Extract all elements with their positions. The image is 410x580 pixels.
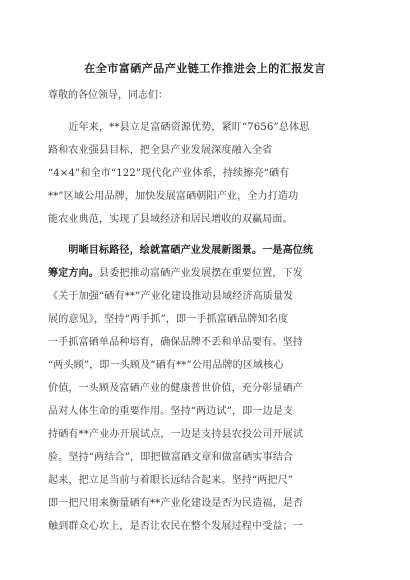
section-heading: 明晰目标路径，绘就富硒产业发展新图景。一是高位统	[48, 245, 314, 256]
salutation: 尊敬的各位领导，同志们：	[48, 90, 168, 101]
text-line: 起来，把立足当前与着眼长远结合起来。坚持“两把尺”	[48, 475, 294, 486]
document-title: 在全市富硒产品产业链工作推进会上的汇报发言	[84, 62, 326, 75]
text-line: 品对人体生命的重要作用。坚持“两边试”，即一边是支	[48, 406, 294, 417]
text-line: “4×4”和全市“122”现代化产业体系，持续擦亮“硒有	[48, 168, 290, 179]
text-line: “两头顾”，即一头顾及“硒有**”公用品牌的区域核心	[48, 360, 284, 371]
text-line: 《关于加强“硒有**”产业化建设推动县域经济高质量发	[48, 291, 294, 302]
text-line: 展的意见》，坚持“两手抓”，即一手抓富硒品牌知名度	[48, 314, 289, 325]
text-line: 能农业典范，实现了县域经济和居民增收的双赢局面。	[48, 214, 293, 225]
text-line	[48, 262, 362, 285]
text-run: 县委把推动富硒产业发展摆在重要位置，下发	[99, 268, 303, 279]
text-line: 价值，一头顾及富硒产业的健康普世价值，充分彰显硒产	[48, 383, 303, 394]
text-line: 持硒有**产业办开展试点，一边是支持县农投公司开展试	[48, 429, 304, 440]
text-line: 即一把尺用来衡量硒有**产业化建设是否为民造福，是否	[48, 498, 304, 509]
subheading: 筹定方向。	[48, 268, 99, 279]
text-line: 路和农业强县目标，把全县产业发展深度融入全省	[48, 145, 273, 156]
text-line: 验。坚持“两结合”，即把做富硒文章和做富硒实事结合	[48, 452, 294, 463]
paragraph-intro	[48, 116, 362, 231]
paragraph-goals	[48, 239, 362, 538]
text-line: **”区域公用品牌，加快发展富硒朝阳产业，全力打造功	[48, 191, 299, 202]
text-line: 近年来，**县立足富硒资源优势，紧盯“7656”总体思	[48, 122, 310, 133]
text-line: 触到群众心坎上，是否让农民在整个发展过程中受益；一	[48, 521, 303, 532]
text-line: 一手抓富硒单品种培育，确保品牌不丢和单品要有。坚持	[48, 337, 303, 348]
